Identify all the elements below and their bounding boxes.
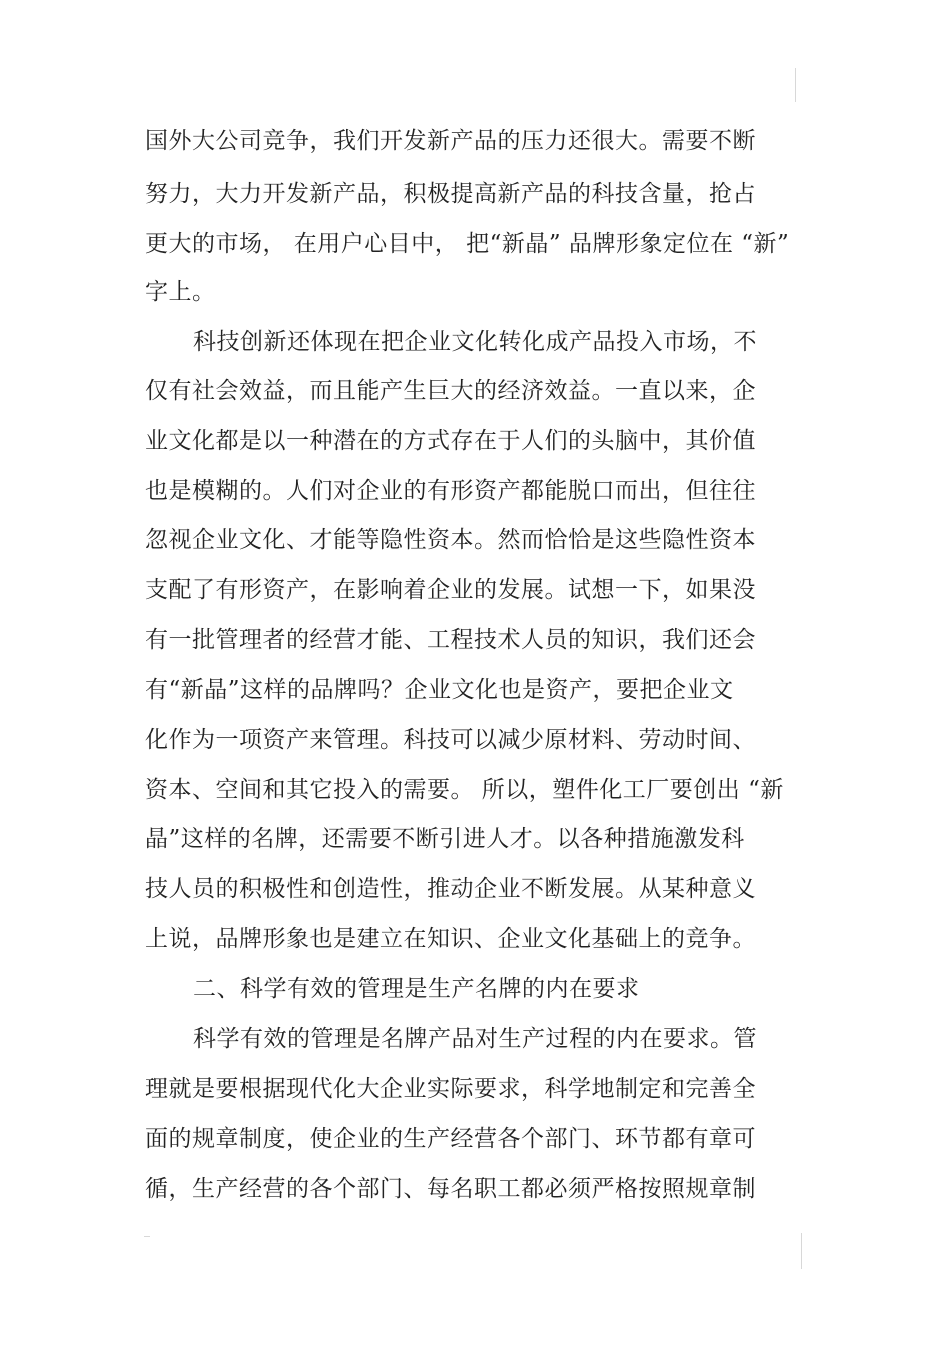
text-line: 努力，大力开发新产品，积极提高新产品的科技含量，抢占 bbox=[145, 181, 756, 207]
text-line: 支配了有形资产，在影响着企业的发展。试想一下，如果没 bbox=[145, 577, 756, 603]
text-line: 也是模糊的。人们对企业的有形资产都能脱口而出，但往往 bbox=[145, 478, 756, 504]
text-line: 忽视企业文化、才能等隐性资本。然而恰恰是这些隐性资本 bbox=[145, 527, 756, 553]
text-line: 上说，品牌形象也是建立在知识、企业文化基础上的竞争。 bbox=[145, 926, 756, 952]
text-line: 有“新晶”这样的品牌吗？企业文化也是资产，要把企业文 bbox=[145, 677, 734, 703]
page-corner-mark-top bbox=[795, 68, 796, 102]
text-line: 循，生产经营的各个部门、每名职工都必须严格按照规章制 bbox=[145, 1176, 756, 1202]
text-line: 化作为一项资产来管理。科技可以减少原材料、劳动时间、 bbox=[145, 727, 756, 753]
paragraph-first-line: 科技创新还体现在把企业文化转化成产品投入市场，不 bbox=[193, 329, 757, 355]
text-line: 国外大公司竞争，我们开发新产品的压力还很大。需要不断 bbox=[145, 128, 756, 154]
paragraph-first-line: 科学有效的管理是名牌产品对生产过程的内在要求。管 bbox=[193, 1026, 757, 1052]
text-line: 晶”这样的名牌，还需要不断引进人才。以各种措施激发科 bbox=[145, 826, 745, 852]
text-line: 仅有社会效益，而且能产生巨大的经济效益。一直以来，企 bbox=[145, 378, 756, 404]
page-corner-mark-bottom-left bbox=[144, 1236, 150, 1237]
text-line: 资本、空间和其它投入的需要。 所以，塑件化工厂要创出 “新 bbox=[145, 777, 784, 803]
text-line: 有一批管理者的经营才能、工程技术人员的知识，我们还会 bbox=[145, 627, 756, 653]
text-line: 理就是要根据现代化大企业实际要求，科学地制定和完善全 bbox=[145, 1076, 756, 1102]
text-line: 字上。 bbox=[145, 279, 216, 305]
text-line: 面的规章制度，使企业的生产经营各个部门、环节都有章可 bbox=[145, 1126, 756, 1152]
section-heading: 二、科学有效的管理是生产名牌的内在要求 bbox=[193, 976, 640, 1002]
text-line: 更大的市场， 在用户心目中， 把“新晶” 品牌形象定位在 “新” bbox=[145, 231, 790, 257]
text-line: 技人员的积极性和创造性，推动企业不断发展。从某种意义 bbox=[145, 876, 756, 902]
page-corner-mark-bottom bbox=[801, 1233, 802, 1269]
text-line: 业文化都是以一种潜在的方式存在于人们的头脑中，其价值 bbox=[145, 428, 756, 454]
